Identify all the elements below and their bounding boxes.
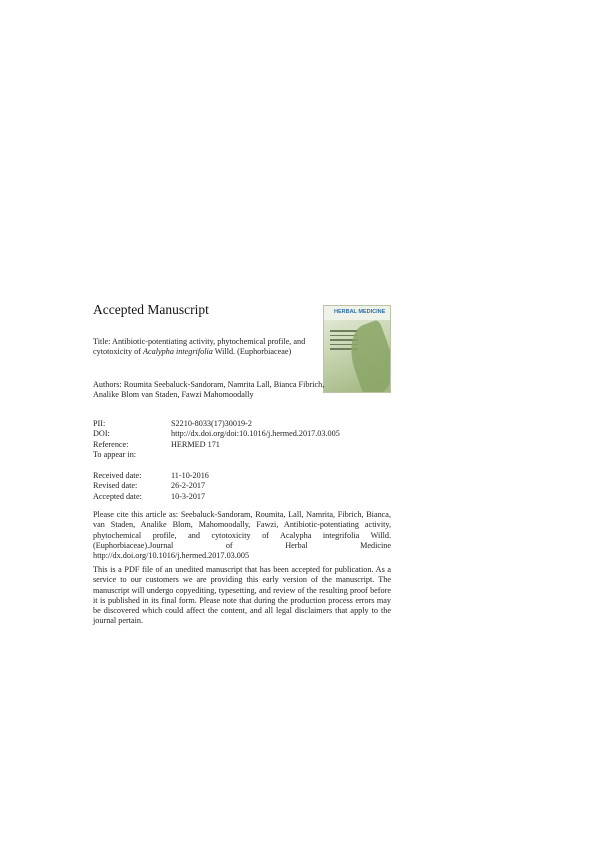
date-label: Received date: — [93, 471, 142, 480]
date-label: Revised date: — [93, 481, 138, 491]
id-label: Reference: — [93, 439, 129, 449]
title-prefix: Title: Antibiotic-potentiating activity, phytochemical profile, and cytotoxicity of — [93, 337, 306, 357]
journal-cover-image — [323, 305, 391, 393]
authors-text: Authors: Roumita Seebaluck-Sandoram, Namrita Lall, Bianca Fibrich, Analike Blom van Staden, Fawzi Mahomoodally — [93, 380, 325, 400]
id-label: PII: — [93, 419, 106, 428]
date-label: Accepted date: — [93, 491, 142, 501]
citation — [93, 510, 391, 561]
title-suffix: Willd. (Euphorbiaceae) — [212, 347, 292, 357]
manuscript-title — [93, 337, 318, 358]
date-value: 11-10-2016 — [171, 471, 209, 480]
authors — [93, 380, 328, 401]
id-row-doi — [93, 429, 340, 439]
id-label: DOI: — [93, 429, 110, 439]
id-value: S2210-8033(17)30019-2 — [171, 419, 252, 428]
date-row-accepted — [93, 492, 209, 502]
id-row-reference — [93, 440, 340, 450]
citation-text: Please cite this article as: Seebaluck-Sandoram, Roumita, Lall, Namrita, Fibrich, Bianca, van Staden, Analike Blom, Mahomoodally, Fawzi, Antibiotic-potentiating activity, phytochemical profile, and cytotoxicity of Acalypha integrifolia Willd.(Euphorbiaceae).Journal of Herbal Medicine http://dx.doi.org/10.1016/j.hermed.2017.03.005 — [93, 510, 391, 561]
id-row-pii — [93, 419, 340, 429]
date-value: 26-2-2017 — [171, 481, 206, 491]
date-value: 10-3-2017 — [171, 491, 206, 501]
disclaimer-text: This is a PDF file of an unedited manuscript that has been accepted for publication. As a service to our customers we are providing this early version of the manuscript. The manuscript will undergo copyediting, typesetting, and review of the resulting proof before it is published in its final form. Please note that during the production process errors may be discovered which could affect the content, and all legal disclaimers that apply to the journal pertain. — [93, 565, 391, 626]
cover-journal-title: HERBAL MEDICINE — [334, 309, 386, 315]
to-appear: To appear in: — [93, 450, 137, 459]
date-row-received — [93, 471, 209, 481]
id-value: HERMED 171 — [171, 439, 220, 449]
identifiers — [93, 419, 340, 450]
title-species: Acalypha integrifolia — [143, 347, 213, 357]
date-row-revised — [93, 481, 209, 491]
dates — [93, 471, 209, 502]
page-heading: Accepted Manuscript — [93, 302, 209, 317]
disclaimer — [93, 565, 391, 627]
id-value: http://dx.doi.org/doi:10.1016/j.hermed.2017.03.005 — [171, 429, 340, 439]
